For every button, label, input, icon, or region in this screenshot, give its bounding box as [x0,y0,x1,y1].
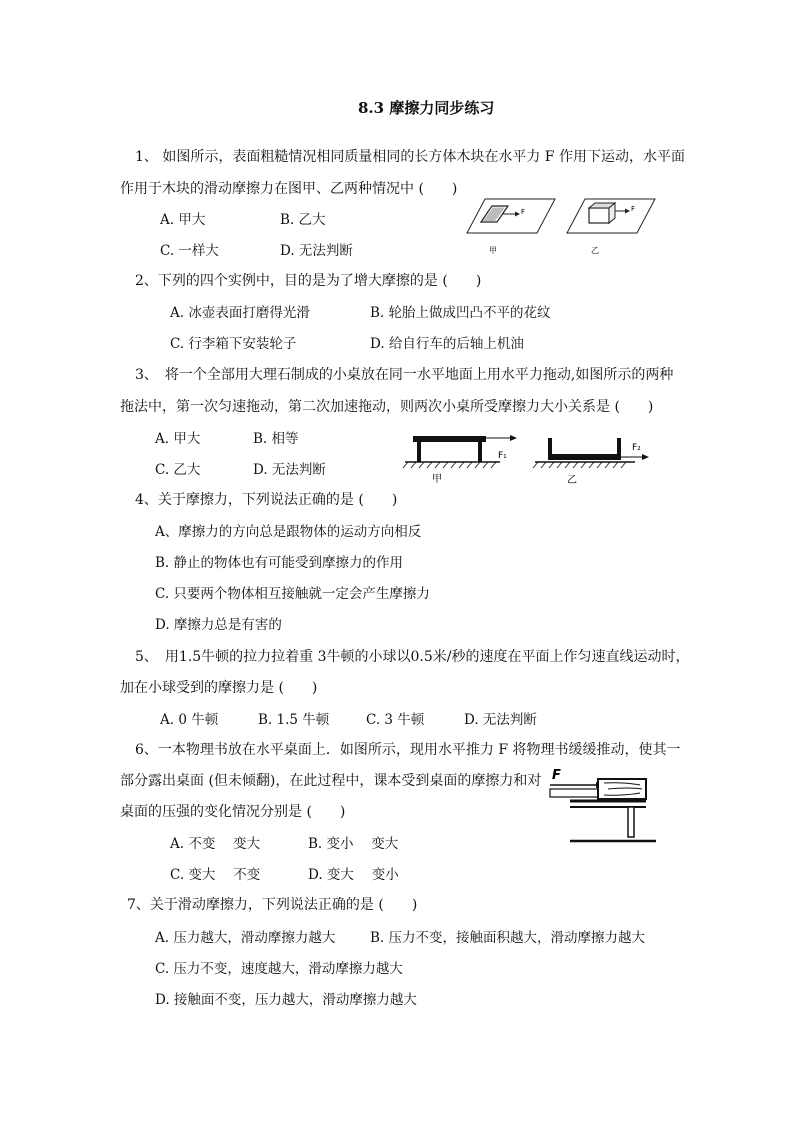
q7-option-b: B. 压力不变，接触面积越大，滑动摩擦力越大 [370,930,646,946]
q6-figure-force: F [552,768,561,783]
q3-option-a: A. 甲大 [155,431,201,447]
q6-option-c: C. 变大 不变 [170,867,261,883]
q4-option-d: D. 摩擦力总是有害的 [155,617,282,633]
figure-jia-table [403,435,517,468]
q4-option-c: C. 只要两个物体相互接触就一定会产生摩擦力 [155,586,430,602]
q3-figure-force-a: F₁ [498,451,507,461]
q3-line-2: 拖法中，第一次匀速拖动，第二次加速拖动，则两次小桌所受摩擦力大小关系是 ( ) [120,399,654,415]
q1-line-2: 作用于木块的滑动摩擦力在图甲、乙两种情况中 ( ) [120,181,458,197]
q3-figure [400,428,660,488]
q1-option-b: B. 乙大 [280,212,326,228]
q5-line-2: 加在小球受到的摩擦力是 ( ) [120,680,318,696]
q1-option-d: D. 无法判断 [280,243,353,259]
page-title: 8.3 摩擦力同步练习 [358,99,495,117]
q3-figure-force-b: F₂ [632,443,641,453]
q6-line-2: 部分露出桌面 (但未倾翻)，在此过程中，课本受到桌面的摩擦力和对 [120,773,542,789]
q1-figure-force-b: F [631,205,636,213]
q2-line-1: 2、下列的四个实例中，目的是为了增大摩擦的是 ( ) [135,273,482,289]
figure-yi-plane [567,199,655,233]
figure-yi-table [533,438,649,468]
figure-jia-plane [467,199,555,233]
q1-option-a: A. 甲大 [160,212,206,228]
figure-book-on-table [550,768,656,841]
q1-figure-force-a: F [521,208,526,216]
q6-line-3: 桌面的压强的变化情况分别是 ( ) [120,804,346,820]
q2-option-d: D. 给自行车的后轴上机油 [370,336,524,352]
q3-option-d: D. 无法判断 [253,462,326,478]
q6-line-1: 6、一本物理书放在水平桌面上．如图所示，现用水平推力 F 将物理书缓缓推动，使其一 [135,742,681,758]
q5-option-d: D. 无法判断 [464,712,537,728]
q3-option-b: B. 相等 [253,431,299,447]
q5-option-c: C. 3 牛顿 [366,712,425,728]
q2-option-c: C. 行李箱下安装轮子 [170,336,297,352]
q4-line-1: 4、关于摩擦力，下列说法正确的是 ( ) [135,492,398,508]
q7-option-c: C. 压力不变，速度越大，滑动摩擦力越大 [155,961,403,977]
q2-option-b: B. 轮胎上做成凹凸不平的花纹 [370,305,551,321]
q1-option-c: C. 一样大 [160,243,219,259]
q6-option-d: D. 变大 变小 [308,867,399,883]
q7-option-a: A. 压力越大，滑动摩擦力越大 [155,930,336,946]
q3-option-c: C. 乙大 [155,462,201,478]
q6-option-b: B. 变小 变大 [308,836,399,852]
q1-figure [455,195,670,260]
q7-line-1: 7、关于滑动摩擦力，下列说法正确的是 ( ) [127,897,418,913]
q1-line-1: 1、 如图所示，表面粗糙情况相同质量相同的长方体木块在水平力 F 作用下运动，水平面 [135,149,685,165]
q6-option-a: A. 不变 变大 [170,836,261,852]
q5-option-a: A. 0 牛顿 [160,712,219,728]
q1-figure-label-a: 甲 [489,246,497,255]
q3-figure-label-b: 乙 [567,475,577,486]
q5-option-b: B. 1.5 牛顿 [258,712,330,728]
q3-line-1: 3、 将一个全部用大理石制成的小桌放在同一水平地面上用水平力拖动,如图所示的两种 [135,367,674,383]
q6-figure [548,765,663,845]
q3-figure-label-a: 甲 [432,474,442,485]
q4-option-b: B. 静止的物体也有可能受到摩擦力的作用 [155,555,404,571]
q2-option-a: A. 冰壶表面打磨得光滑 [170,305,310,321]
q4-option-a: A、摩擦力的方向总是跟物体的运动方向相反 [155,524,422,540]
q7-option-d: D. 接触面不变，压力越大，滑动摩擦力越大 [155,992,417,1008]
q5-line-1: 5、 用1.5牛顿的拉力拉着重 3牛顿的小球以0.5米/秒的速度在平面上作匀速直线运动时， [135,649,690,665]
q1-figure-label-b: 乙 [591,246,599,255]
